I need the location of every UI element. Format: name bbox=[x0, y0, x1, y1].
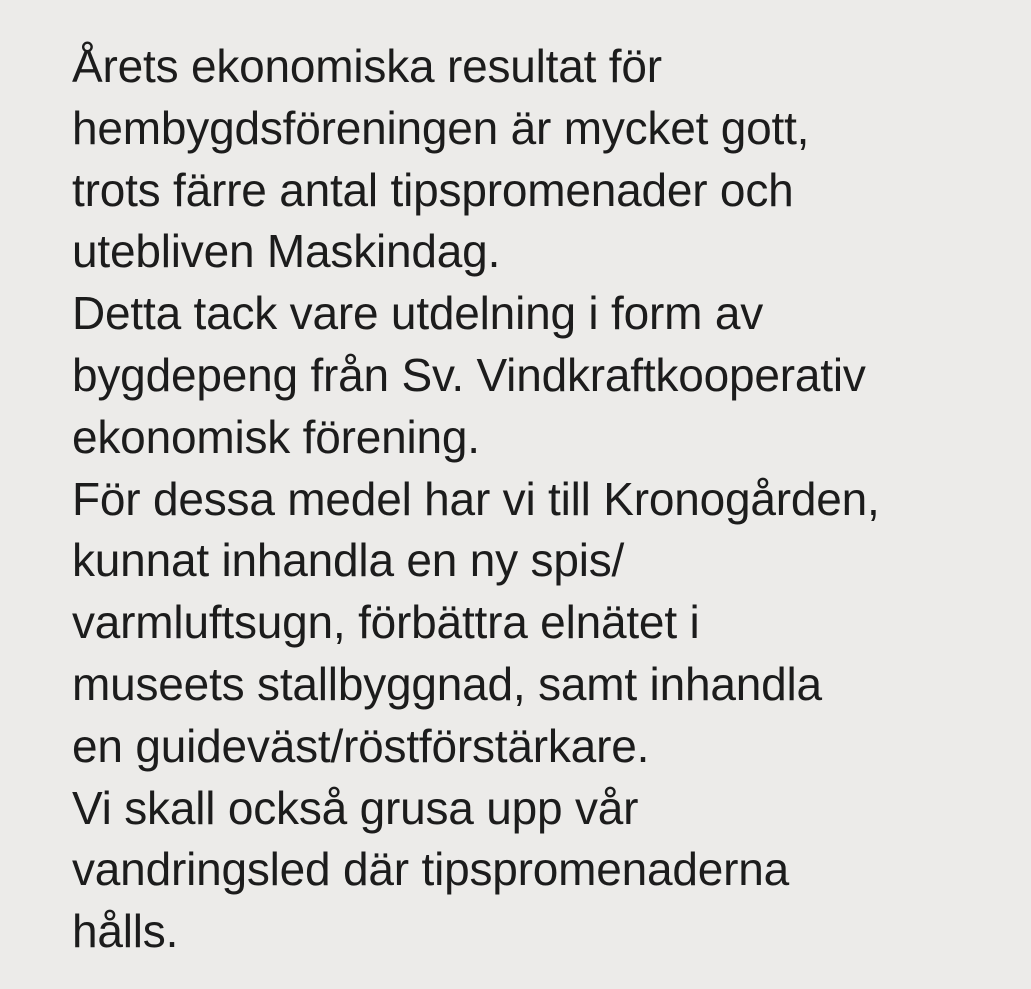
text-line: För dessa medel har vi till Kronogården, bbox=[72, 472, 880, 525]
text-line: kunnat inhandla en ny spis/ bbox=[72, 534, 625, 587]
text-line: hembygdsföreningen är mycket gott, bbox=[72, 101, 810, 154]
text-line: vandringsled där tipspromenaderna bbox=[72, 843, 790, 896]
text-line: Årets ekonomiska resultat för bbox=[72, 40, 662, 92]
text-line: trots färre antal tipspromenader och bbox=[72, 163, 794, 216]
text-line: bygdepeng från Sv. Vindkraftkooperativ bbox=[72, 348, 866, 401]
text-line: ekonomisk förening. bbox=[72, 410, 480, 463]
text-line: hålls. bbox=[72, 905, 179, 958]
text-line: en guideväst/röstförstärkare. bbox=[72, 719, 650, 772]
text-line: museets stallbyggnad, samt inhandla bbox=[72, 657, 822, 710]
text-line: varmluftsugn, förbättra elnätet i bbox=[72, 596, 700, 649]
text-line: utebliven Maskindag. bbox=[72, 225, 501, 278]
text-line: Detta tack vare utdelning i form av bbox=[72, 287, 763, 340]
message-text bbox=[72, 36, 1022, 963]
text-line: Vi skall också grusa upp vår bbox=[72, 781, 639, 834]
